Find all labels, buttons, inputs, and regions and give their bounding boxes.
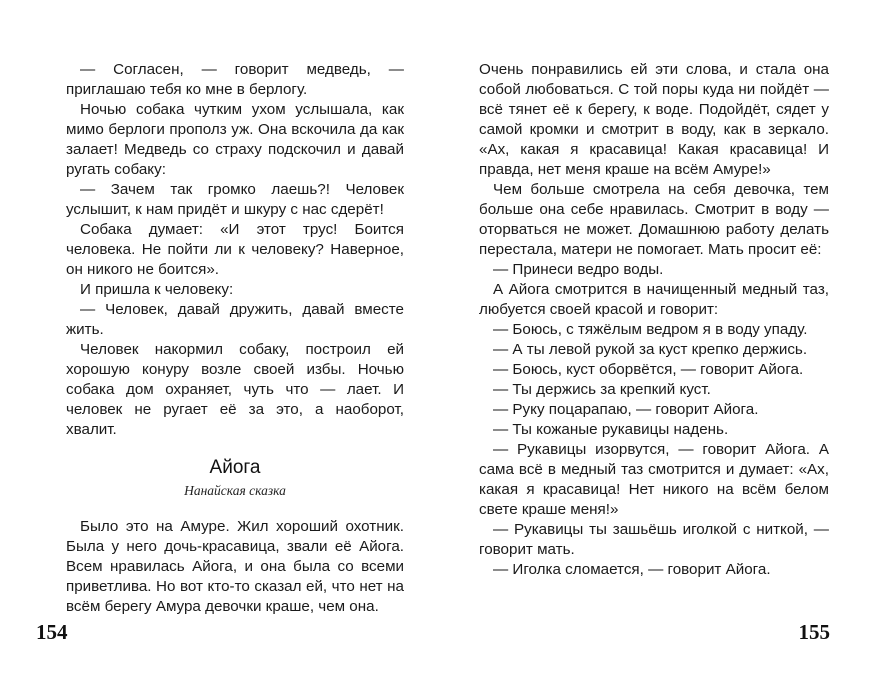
paragraph: — Иголка сломается, — говорит Айога.: [493, 561, 771, 578]
story-heading: [66, 456, 404, 500]
paragraph: Собака думает: «И этот трус! Боится человека. Не пойти ли к человеку? Наверное, он никого не боится».: [66, 221, 404, 278]
paragraph: — Рукавицы изорвутся, — говорит Айога. А сама всё в медный таз смотрится и думает: «Ах, какая я красавица! Нет никого на всём белом свете краше меня!»: [479, 441, 829, 518]
paragraph: — Человек, давай дружить, давай вместе жить.: [66, 301, 404, 338]
story-subtitle: Нанайская сказка: [184, 483, 286, 498]
paragraph: — Ты держись за крепкий куст.: [493, 381, 711, 398]
paragraph: — Согласен, — говорит медведь, — приглашаю тебя ко мне в берлогу.: [66, 61, 404, 98]
paragraph: Было это на Амуре. Жил хороший охотник. Была у него дочь-красавица, звали её Айога. Всем нравилась Айога, и она была со всеми приветлива. Но вот кто-то сказал ей, что нет на всём берегу Амура девочки краше, чем она.: [66, 518, 404, 615]
left-page-text: [66, 60, 404, 440]
paragraph: — Принеси ведро воды.: [493, 261, 664, 278]
paragraph: Очень понравились ей эти слова, и стала она собой любоваться. С той поры куда ни пойдёт — всё тянет её к берегу, к воде. Подойдёт, сядет у самой кромки и смотрит в воду, как в зеркало. «Ах, какая я красавица! Какая красавица! И правда, нет меня краше на всём Амуре!»: [479, 61, 829, 178]
page-number: 155: [798, 620, 830, 644]
paragraph: Ночью собака чутким ухом услышала, как мимо берлоги прополз уж. Она вскочила да как залает! Медведь со страху подскочил и давай ругать собаку:: [66, 101, 404, 178]
story-text: [66, 517, 404, 617]
paragraph: — Рукавицы ты зашьёшь иголкой с ниткой, — говорит мать.: [479, 521, 829, 558]
paragraph: — Боюсь, с тяжёлым ведром я в воду упаду.: [493, 321, 808, 338]
paragraph: — Ты кожаные рукавицы надень.: [493, 421, 729, 438]
paragraph: А Айога смотрится в начищенный медный таз, любуется своей красой и говорит:: [479, 281, 829, 318]
paragraph: — Руку поцарапаю, — говорит Айога.: [493, 401, 759, 418]
page-number: 154: [36, 620, 68, 644]
paragraph: Чем больше смотрела на себя девочка, тем больше она себе нравилась. Смотрит в воду — оторваться не может. Домашнюю работу делать перестала, матери не помогает. Мать просит её:: [479, 181, 829, 258]
paragraph: Человек накормил собаку, построил ей хорошую конуру возле своей избы. Ночью собака дом охраняет, чуть что — лает. И человек не ругает её за это, а наоборот, хвалит.: [66, 341, 404, 438]
paragraph: И пришла к человеку:: [80, 281, 234, 298]
paragraph: — Боюсь, куст оборвётся, — говорит Айога.: [493, 361, 804, 378]
right-page-text: [479, 60, 829, 580]
paragraph: — Зачем так громко лаешь?! Человек услышит, к нам придёт и шкуру с нас сдерёт!: [66, 181, 404, 218]
right-page: [440, 0, 880, 676]
story-title: Айога: [209, 457, 261, 478]
paragraph: — А ты левой рукой за куст крепко держись.: [493, 341, 808, 358]
